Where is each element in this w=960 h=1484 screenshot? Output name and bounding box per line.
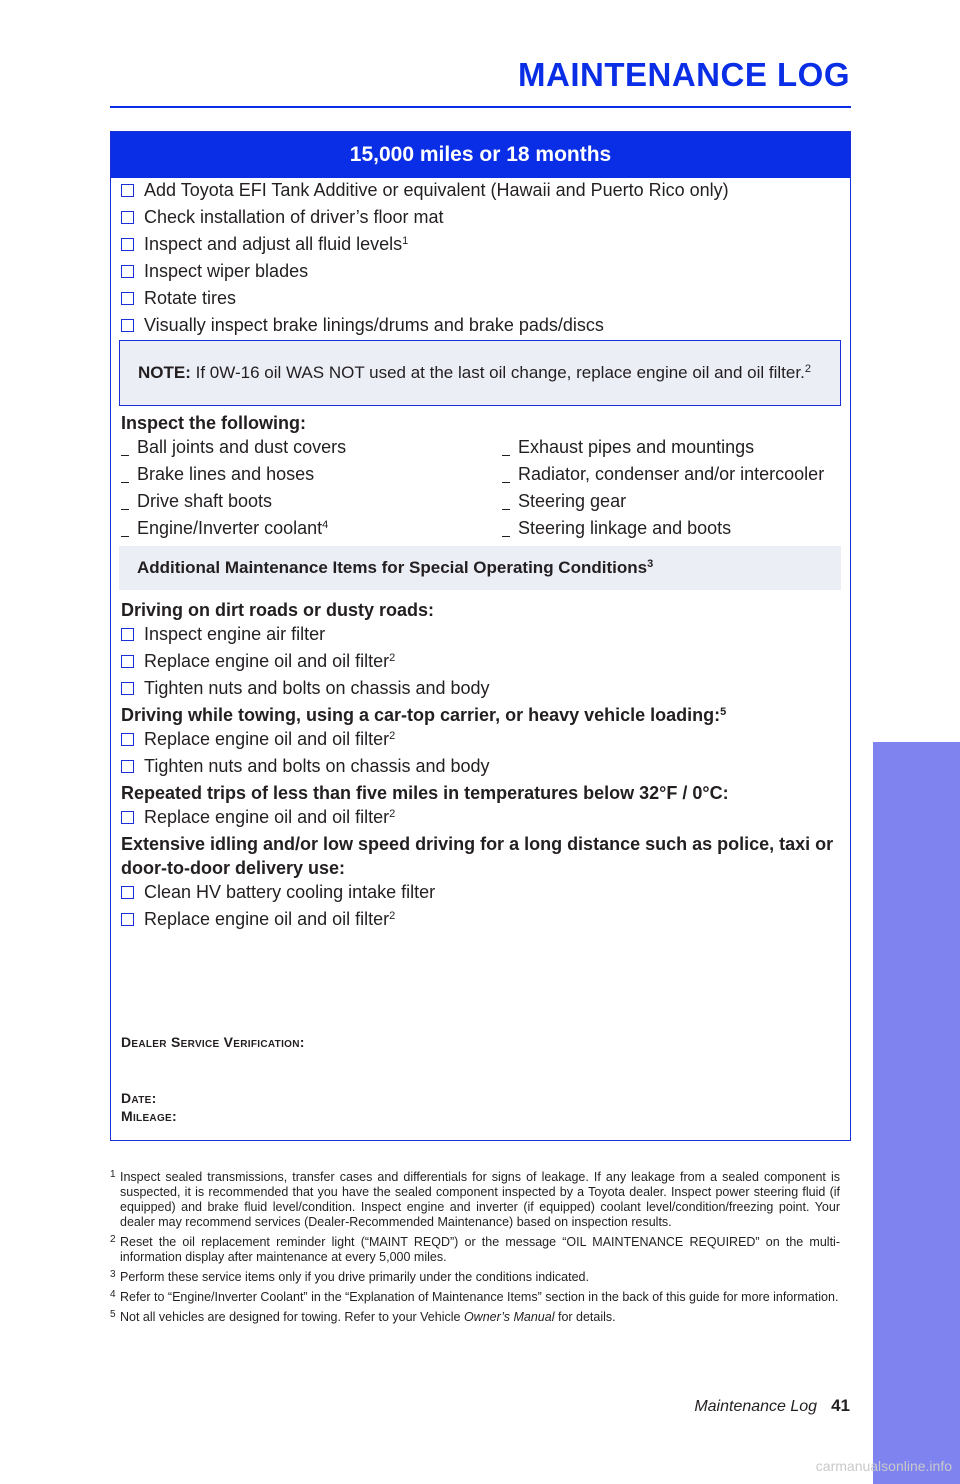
page-title: MAINTENANCE LOG xyxy=(518,56,850,93)
checkbox-icon[interactable] xyxy=(121,211,134,224)
inspect-item: Brake lines and hoses xyxy=(121,464,314,484)
checkbox-icon[interactable] xyxy=(121,886,134,899)
maintenance-box xyxy=(110,131,851,1141)
interval-heading: 15,000 miles or 18 months xyxy=(111,132,850,178)
condition-heading: Driving while towing, using a car-top carrier, or heavy vehicle loading:$^5$ xyxy=(121,705,727,725)
checkbox-icon[interactable] xyxy=(121,913,134,926)
inspect-item: Steering gear xyxy=(502,491,626,511)
inspect-heading: Inspect the following: xyxy=(121,413,306,433)
condition-heading: Repeated trips of less than five miles in temperatures below 32°F / 0°C: xyxy=(121,783,729,803)
condition-heading-continued: door-to-door delivery use: xyxy=(121,858,346,878)
checkbox-icon[interactable] xyxy=(121,265,134,278)
header-rule xyxy=(110,106,851,108)
side-tab-label: MAINTENANCE xyxy=(29,1002,62,1258)
checkbox-icon[interactable] xyxy=(121,184,134,197)
checkbox-icon[interactable] xyxy=(121,682,134,695)
additional-conditions-banner: Additional Maintenance Items for Special Operating Conditions$^3$ xyxy=(119,546,841,590)
checkbox-icon[interactable] xyxy=(121,760,134,773)
checklist-item[interactable]: Add Toyota EFI Tank Additive or equivalent (Hawaii and Puerto Rico only) xyxy=(121,180,729,200)
note-text: NOTE: If 0W-16 oil WAS NOT used at the last oil change, replace engine oil and oil filter.$^2$ xyxy=(138,363,811,382)
checkbox-icon[interactable] xyxy=(121,319,134,332)
inspect-item: Engine/Inverter coolant$^4$ xyxy=(121,518,328,538)
footer-section-label: Maintenance Log xyxy=(694,1398,818,1415)
mileage-label: Mileage: xyxy=(121,1108,177,1124)
footnotes xyxy=(110,1170,840,1330)
condition-heading: Extensive idling and/or low speed driving for a long distance such as police, taxi or xyxy=(121,834,834,854)
checkbox-icon[interactable] xyxy=(121,811,134,824)
checkbox-icon[interactable] xyxy=(121,733,134,746)
checkbox-icon[interactable] xyxy=(121,238,134,251)
checkbox-icon[interactable] xyxy=(121,292,134,305)
checklist-item[interactable]: Replace engine oil and oil filter$^2$ xyxy=(121,909,395,929)
inspect-item: Drive shaft boots xyxy=(121,491,272,511)
page-number: 41 xyxy=(831,1396,850,1415)
date-label: Date: xyxy=(121,1090,157,1106)
checklist-item[interactable]: Replace engine oil and oil filter$^2$ xyxy=(121,729,395,749)
checklist-item[interactable]: Rotate tires xyxy=(121,288,236,308)
watermark: carmanualsonline.info xyxy=(815,1458,952,1474)
checklist-item[interactable]: Tighten nuts and bolts on chassis and body xyxy=(121,756,490,776)
condition-heading: Driving on dirt roads or dusty roads: xyxy=(121,600,435,620)
checklist-item[interactable]: Inspect engine air filter xyxy=(121,624,325,644)
checkbox-icon[interactable] xyxy=(121,628,134,641)
checklist-item[interactable]: Inspect wiper blades xyxy=(121,261,308,281)
footnote: 4 Refer to “Engine/Inverter Coolant” in the “Explanation of Maintenance Items” section in the back of this guide for more information. xyxy=(110,1289,839,1304)
checklist-item[interactable]: Clean HV battery cooling intake filter xyxy=(121,882,435,902)
inspect-item: Exhaust pipes and mountings xyxy=(502,437,754,457)
checklist-item[interactable]: Replace engine oil and oil filter$^2$ xyxy=(121,807,395,827)
checklist-item[interactable]: Inspect and adjust all fluid levels$^1$ xyxy=(121,234,408,254)
side-tab-label-wrap xyxy=(30,1000,60,1260)
inspect-item: Radiator, condenser and/or intercooler xyxy=(502,464,824,484)
dealer-verification-label: Dealer Service Verification: xyxy=(121,1034,305,1050)
footnote: 2 Reset the oil replacement reminder light (“MAINT REQD”) or the message “OIL MAINTENANCE REQUIRED” on the multi-information display after maintenance at every 5,000 miles. xyxy=(110,1234,840,1264)
footnote: 1 Inspect sealed transmissions, transfer cases and differentials for signs of leakage. If any leakage from a sealed component is suspected, it is recommended that you have the sealed component inspected by a Toyota dealer. Inspect power steering fluid (if equipped) and brake fluid level/condition. Inspect engine and inverter (if equipped) coolant level/condition/freezing point. Your dealer may recommend services (Dealer-Recommended Maintenance) based on inspection results. xyxy=(110,1169,840,1229)
checklist-item[interactable]: Check installation of driver’s floor mat xyxy=(121,207,443,227)
note-box xyxy=(119,340,841,406)
checkbox-icon[interactable] xyxy=(121,655,134,668)
inspect-item: Steering linkage and boots xyxy=(502,518,731,538)
inspect-item: Ball joints and dust covers xyxy=(121,437,346,457)
footnote: 5 Not all vehicles are designed for towing. Refer to your Vehicle Owner’s Manual for details. xyxy=(110,1309,616,1324)
checklist-item[interactable]: Visually inspect brake linings/drums and brake pads/discs xyxy=(121,315,604,335)
page-footer xyxy=(694,1396,850,1416)
footnote: 3 Perform these service items only if you drive primarily under the conditions indicated. xyxy=(110,1269,589,1284)
checklist-item[interactable]: Tighten nuts and bolts on chassis and body xyxy=(121,678,490,698)
checklist-item[interactable]: Replace engine oil and oil filter$^2$ xyxy=(121,651,395,671)
side-section-tab[interactable] xyxy=(873,742,960,1484)
